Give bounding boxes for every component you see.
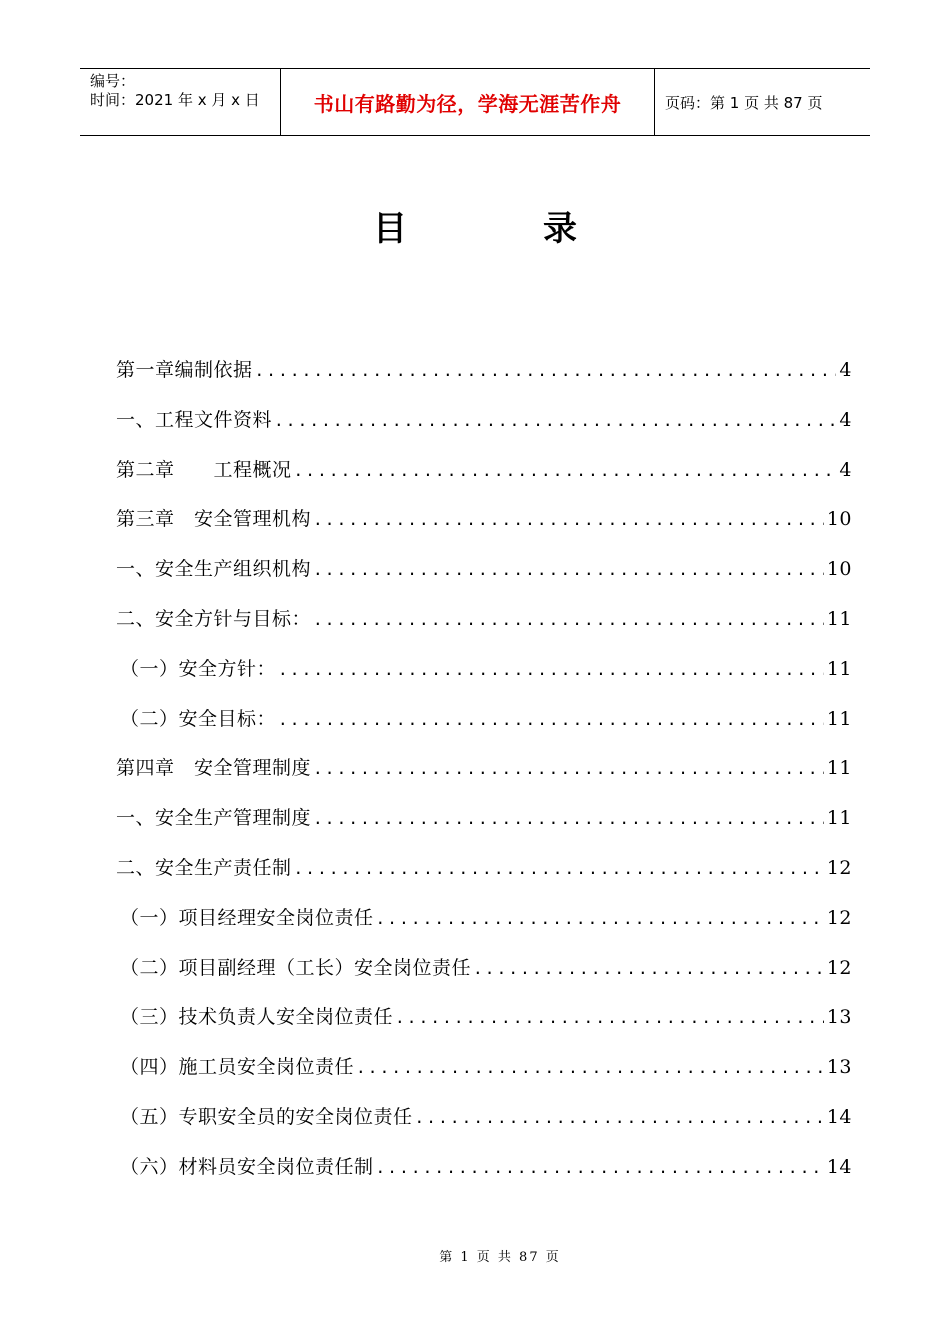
toc-dot-leader: [313, 744, 824, 794]
toc-dot-leader: [473, 944, 824, 994]
toc-dot-leader: [313, 495, 824, 545]
toc-dot-leader: [313, 595, 824, 645]
toc-dot-leader: [278, 645, 824, 695]
toc-entry-text: （六）材料员安全岗位责任制: [120, 1155, 374, 1178]
toc-entry[interactable]: [116, 744, 852, 794]
toc-entry-text: （一）安全方针：: [120, 657, 277, 680]
toc-page-number: 12: [826, 856, 852, 879]
toc-entry-text: 二、安全方针与目标：: [116, 607, 312, 630]
toc-entry[interactable]: [116, 545, 852, 595]
toc-entry-text: （三）技术负责人安全岗位责任: [120, 1006, 394, 1029]
page-footer: 第 1 页 共 87 页: [439, 1250, 561, 1265]
toc-dot-leader: [376, 894, 824, 944]
toc-page-number: 12: [826, 956, 852, 979]
toc-entry[interactable]: [116, 346, 852, 396]
toc-entry[interactable]: [116, 993, 852, 1043]
toc-entry-text: （二）安全目标：: [120, 707, 277, 730]
toc-page-number: 10: [826, 558, 852, 581]
header-meta: [80, 69, 281, 135]
toc-page-number: 11: [826, 607, 852, 630]
toc-page-number: 11: [826, 657, 852, 680]
toc-entry[interactable]: [116, 1093, 852, 1143]
toc-page-number: 4: [839, 408, 852, 431]
toc-entry-text: 第四章 安全管理制度: [116, 757, 312, 780]
toc-dot-leader: [274, 396, 836, 446]
toc-entry[interactable]: [116, 844, 852, 894]
header-page-info: 页码：第 1 页 共 87 页: [665, 93, 823, 112]
toc-dot-leader: [294, 844, 824, 894]
toc-page-number: 4: [839, 458, 852, 481]
toc-page-number: 4: [839, 359, 852, 381]
toc-dot-leader: [395, 993, 824, 1043]
toc-page-number: 10: [826, 508, 852, 531]
toc-entry[interactable]: [116, 1143, 852, 1193]
toc-entry[interactable]: [116, 495, 852, 545]
toc-entry-text: （五）专职安全员的安全岗位责任: [120, 1105, 413, 1128]
toc-page-number: 14: [826, 1105, 852, 1128]
toc-page-number: 14: [826, 1155, 852, 1178]
table-of-contents: [116, 346, 852, 1193]
toc-dot-leader: [356, 1043, 824, 1093]
toc-page-number: 12: [826, 906, 852, 929]
toc-dot-leader: [313, 794, 824, 844]
header-motto: 书山有路勤为径，学海无涯苦作舟: [281, 69, 655, 135]
toc-dot-leader: [294, 446, 837, 496]
toc-entry-text: 一、安全生产管理制度: [116, 807, 312, 830]
toc-dot-leader: [278, 695, 824, 745]
toc-entry-text: （二）项目副经理（工长）安全岗位责任: [120, 956, 472, 979]
toc-dot-leader: [376, 1143, 824, 1193]
document-title: 目录: [373, 209, 713, 249]
toc-dot-leader: [415, 1093, 824, 1143]
toc-entry-text: （一）项目经理安全岗位责任: [120, 906, 374, 929]
document-date-label: 时间：2021 年 x 月 x 日: [90, 91, 260, 109]
toc-page-number: 11: [826, 707, 852, 730]
document-number-label: 编号：: [90, 72, 136, 90]
toc-entry-text: 第三章 安全管理机构: [116, 508, 312, 531]
page-header: [80, 68, 870, 136]
toc-entry[interactable]: [116, 396, 852, 446]
toc-entry-text: （四）施工员安全岗位责任: [120, 1056, 355, 1079]
toc-entry[interactable]: [116, 446, 852, 496]
toc-page-number: 11: [826, 807, 852, 830]
toc-page-number: 11: [826, 757, 852, 780]
toc-entry[interactable]: [116, 1043, 852, 1093]
toc-entry[interactable]: [116, 595, 852, 645]
toc-dot-leader: [255, 346, 837, 396]
toc-entry-text: 二、安全生产责任制: [116, 856, 292, 879]
toc-entry-text: 第二章 工程概况: [116, 458, 292, 481]
toc-entry[interactable]: [116, 944, 852, 994]
toc-page-number: 13: [826, 1056, 852, 1079]
toc-entry[interactable]: [116, 894, 852, 944]
toc-page-number: 13: [826, 1006, 852, 1029]
toc-dot-leader: [313, 545, 824, 595]
toc-entry-text: 一、工程文件资料: [116, 408, 273, 431]
toc-entry[interactable]: [116, 645, 852, 695]
toc-entry-text: 第一章编制依据: [116, 359, 253, 381]
toc-entry[interactable]: [116, 794, 852, 844]
toc-entry-text: 一、安全生产组织机构: [116, 558, 312, 581]
toc-entry[interactable]: [116, 695, 852, 745]
